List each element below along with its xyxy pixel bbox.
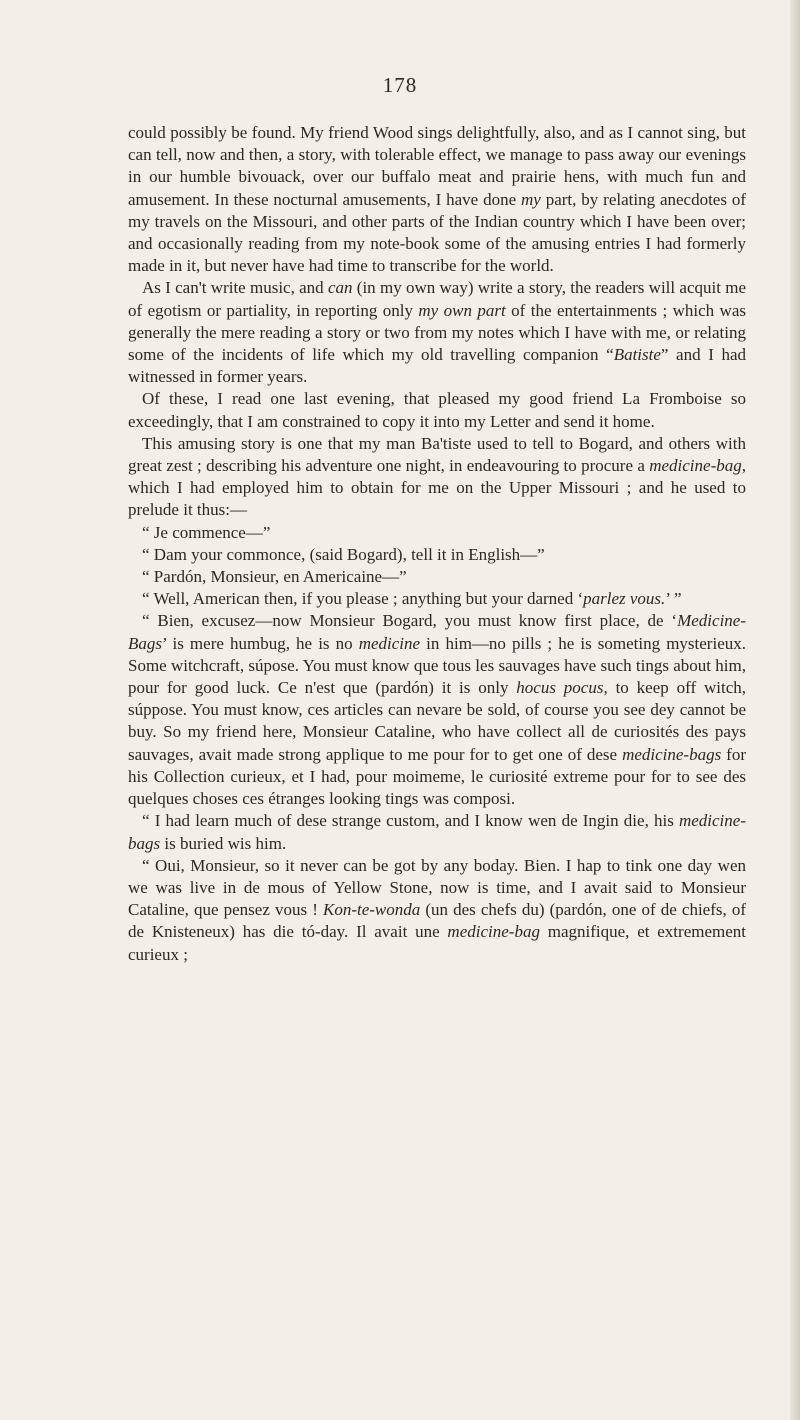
paragraph bbox=[128, 588, 746, 610]
paragraph bbox=[128, 433, 746, 522]
paragraph bbox=[128, 544, 746, 566]
text-run: could possibly be found. My friend Wood sings delightfully, also, and as I cannot sing, but can tell, now and then, a story, with tolerable effect, we manage to pass away our evenings in our humble bivouack, over our buffalo meat and prairie hens, with much fun and amusement. In these nocturnal amusements, I have done bbox=[128, 123, 746, 209]
text-run: part, by relating anecdotes of my travels on the Missouri, and other parts of the Indian country which I have been over; and occasionally reading from my note-book some of the amusing entries I had formerly made in it, but never have had time to transcribe for the world. bbox=[128, 189, 746, 276]
text-run: “ Dam your commonce, (said Bogard), tell it in English—” bbox=[142, 544, 545, 564]
text-run: ’ is mere humbug, he is no bbox=[162, 633, 359, 653]
paragraph bbox=[128, 810, 746, 854]
italic-text: can bbox=[327, 278, 353, 298]
page-number: 178 bbox=[382, 73, 418, 97]
text-run: ’ ” bbox=[665, 589, 682, 609]
italic-text: Batiste bbox=[613, 345, 661, 365]
italic-text: medicine bbox=[358, 633, 421, 653]
italic-text: medicine-bags bbox=[128, 811, 746, 853]
paragraph bbox=[128, 122, 746, 277]
paragraph bbox=[128, 522, 746, 544]
italic-text: my bbox=[521, 189, 541, 209]
text-run: of the entertainments ; which was generally the mere reading a story or two from my notes which I have with me, or relating some of the incidents of life which my old travelling companion “ bbox=[128, 300, 746, 365]
text-run: “ Oui, Monsieur, so it never can be got by any boday. Bien. I hap to tink one day wen we was live in de mous of Yellow Stone, now is time, and I avait said to Monsieur Cataline, que pensez vous ! bbox=[128, 855, 746, 920]
paragraph bbox=[128, 610, 746, 810]
paragraph bbox=[128, 566, 746, 588]
paragraph bbox=[128, 388, 746, 432]
italic-text: medicine-bag bbox=[649, 456, 742, 476]
text-run: As I can't write music, and bbox=[142, 278, 328, 298]
body-text bbox=[128, 122, 746, 966]
text-run: , which I had employed him to obtain for me on the Upper Missouri ; and he used to prelude it thus:— bbox=[128, 456, 746, 520]
text-run: This amusing story is one that my man Ba'tiste used to tell to Bogard, and others with great zest ; describing his adventure one night, in endeavouring to procure a bbox=[128, 433, 746, 476]
paragraph bbox=[128, 277, 746, 388]
italic-text: medicine-bag bbox=[447, 922, 540, 942]
text-run: Of these, I read one last evening, that pleased my good friend La Fromboise so exceedingly, that I am constrained to copy it into my Letter and send it home. bbox=[128, 389, 746, 431]
italic-text: medicine-bags bbox=[622, 744, 722, 764]
text-run: for his Collection curieux, et I had, pour moimeme, le curiosité extreme pour for to see des quelques choses ces étranges looking tings was composi. bbox=[128, 744, 747, 809]
text-run: “ Bien, excusez—now Monsieur Bogard, you must know first place, de ‘ bbox=[142, 611, 678, 631]
text-run: ” and I had witnessed in former years. bbox=[128, 345, 746, 387]
italic-text: Medicine-Bags bbox=[128, 611, 746, 653]
text-run: “ Well, American then, if you please ; anything but your darned ‘ bbox=[142, 589, 584, 609]
text-run: magnifique, et extremement curieux ; bbox=[128, 922, 746, 964]
text-run: “ Pardón, Monsieur, en Americaine—” bbox=[142, 567, 407, 587]
italic-text: hocus pocus bbox=[516, 678, 604, 698]
paragraph bbox=[128, 855, 746, 966]
text-run: “ Je commence—” bbox=[142, 522, 271, 542]
text-run: (in my own way) write a story, the readers will acquit me of egotism or partiality, in reporting only bbox=[128, 278, 746, 320]
text-run: is buried wis him. bbox=[160, 833, 287, 853]
text-run: (un des chefs du) (pardón, one of de chiefs, of de Knisteneux) has die tó-day. Il avait une bbox=[128, 900, 746, 942]
italic-text: my own part bbox=[418, 300, 506, 320]
italic-text: Kon-te-wonda bbox=[322, 900, 421, 920]
text-run: , to keep off witch, súppose. You must know, ces articles can nevare be sold, of course you see dey cannot be buy. So my friend here, Monsieur Cataline, who have collect all de curiosités des pays sauvages, avait made strong applique to me pour for to get one of dese bbox=[128, 678, 746, 764]
page-edge-shadow bbox=[790, 0, 800, 1420]
text-run: “ I had learn much of dese strange custom, and I know wen de Ingin die, his bbox=[142, 811, 679, 831]
text-run: in him—no pills ; he is someting mysterieux. Some witchcraft, súpose. You must know que tous les sauvages have such tings about him, pour for good luck. Ce n'est que (pardón) it is only bbox=[128, 633, 746, 698]
italic-text: parlez vous. bbox=[583, 589, 666, 609]
